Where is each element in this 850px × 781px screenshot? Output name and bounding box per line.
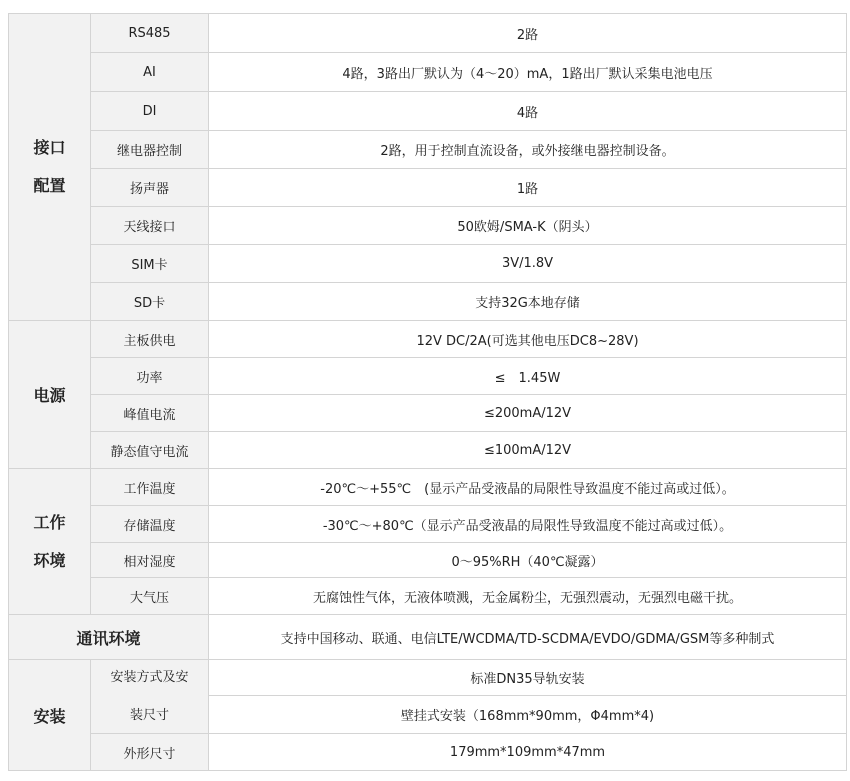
group-name-line: 电源 [33,386,66,405]
group-installation [9,660,91,771]
spec-table [8,13,847,771]
spec-label: SD卡 [91,283,209,321]
spec-label: 存储温度 [91,506,209,543]
spec-value: 1路 [209,169,847,207]
table-row [9,469,847,506]
group-name-line: 配置 [33,176,66,195]
spec-label-line: 安装方式及安 [110,669,189,685]
spec-value: ≤ 1.45W [209,358,847,395]
spec-label: 天线接口 [91,207,209,245]
spec-value: 壁挂式安装（168mm*90mm，Φ4mm*4) [209,696,847,734]
spec-label: 功率 [91,358,209,395]
table-row [9,92,847,131]
spec-value: -30℃～+80℃（显示产品受液晶的局限性导致温度不能过高或过低）。 [209,506,847,543]
group-name-line: 工作 [33,512,66,532]
spec-label: SIM卡 [91,245,209,283]
table-row [9,734,847,771]
spec-label-merged [91,660,209,734]
spec-value: 0～95%RH（40℃凝露） [209,543,847,578]
spec-label: 峰值电流 [91,395,209,432]
spec-value: 179mm*109mm*47mm [209,734,847,771]
spec-value: 无腐蚀性气体，无液体喷溅，无金属粉尘，无强烈震动，无强烈电磁干扰。 [209,578,847,615]
spec-value: -20℃～+55℃ (显示产品受液晶的局限性导致温度不能过高或过低）。 [209,469,847,506]
spec-value: 2路，用于控制直流设备，或外接继电器控制设备。 [209,131,847,169]
spec-value: 3V/1.8V [209,245,847,283]
table-row [9,283,847,321]
table-row [9,395,847,432]
spec-label: 相对湿度 [91,543,209,578]
spec-value: 2路 [209,14,847,53]
spec-value: 50欧姆/SMA-K（阴头） [209,207,847,245]
table-row [9,14,847,53]
spec-label: 继电器控制 [91,131,209,169]
table-row [9,358,847,395]
spec-value: ≤200mA/12V [209,395,847,432]
spec-label: 扬声器 [91,169,209,207]
spec-label: RS485 [91,14,209,53]
spec-value: ≤100mA/12V [209,432,847,469]
spec-value: 4路 [209,92,847,131]
group-name-line: 安装 [33,706,66,726]
group-communication-environment [9,615,209,660]
table-row [9,432,847,469]
spec-label: DI [91,92,209,131]
spec-label: 工作温度 [91,469,209,506]
group-power [9,321,91,469]
table-row [9,615,847,660]
table-row [9,207,847,245]
spec-label: 主板供电 [91,321,209,358]
spec-label-line: 装尺寸 [129,707,169,723]
table-row [9,660,847,696]
table-row [9,53,847,92]
spec-label: 静态值守电流 [91,432,209,469]
table-row [9,506,847,543]
spec-label: 大气压 [91,578,209,615]
group-name-line: 接口 [33,138,66,157]
group-name-line: 环境 [33,550,66,570]
table-row [9,131,847,169]
table-row [9,543,847,578]
spec-value: 支持中国移动、联通、电信LTE/WCDMA/TD-SCDMA/EVDO/GDMA/GSM等多种制式 [209,615,847,660]
spec-value: 支持32G本地存储 [209,283,847,321]
group-interface-config [9,14,91,321]
spec-label: 外形尺寸 [91,734,209,771]
spec-value: 4路，3路出厂默认为（4～20）mA，1路出厂默认采集电池电压 [209,53,847,92]
table-row [9,578,847,615]
group-name-line: 通讯环境 [76,628,141,648]
table-row [9,321,847,358]
spec-value: 12V DC/2A(可选其他电压DC8~28V) [209,321,847,358]
group-work-environment [9,469,91,615]
table-row [9,169,847,207]
table-row [9,245,847,283]
spec-label: AI [91,53,209,92]
spec-value: 标准DN35导轨安装 [209,660,847,696]
